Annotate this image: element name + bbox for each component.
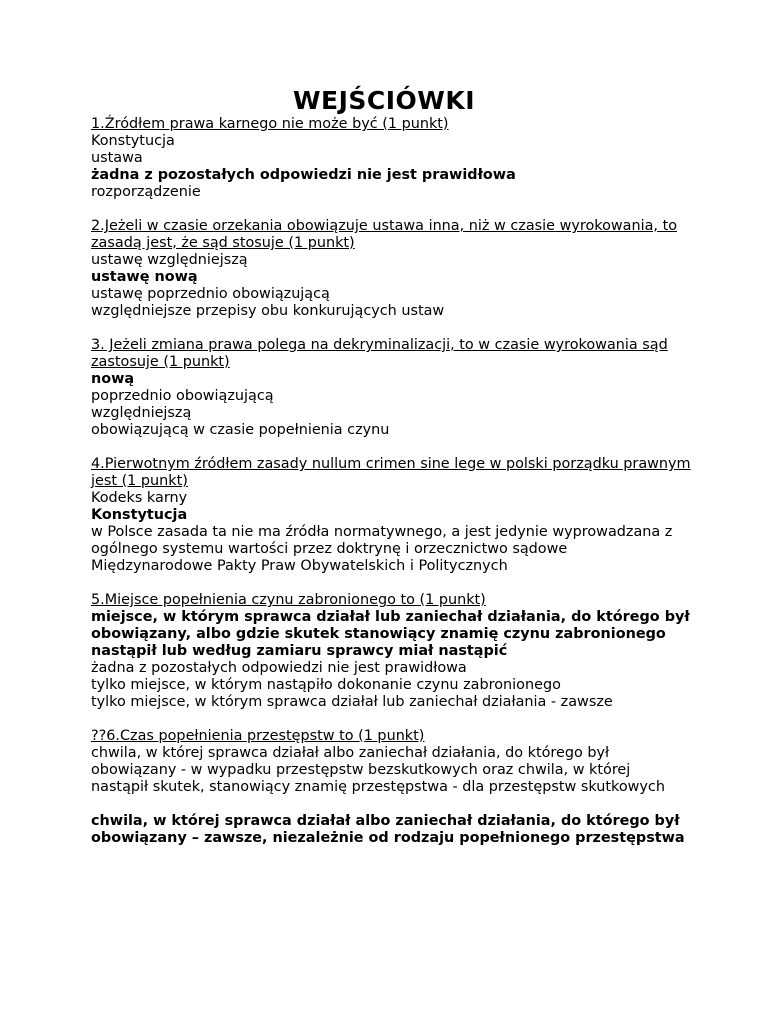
answer-option: tylko miejsce, w którym sprawca działał lub zaniechał działania - zawsze (91, 694, 613, 710)
answer-option: ustawa (91, 150, 143, 166)
answer-option-correct: żadna z pozostałych odpowiedzi nie jest prawidłowa (91, 167, 516, 183)
question-block (91, 116, 691, 201)
answer-option: Międzynarodowe Pakty Praw Obywatelskich i Politycznych (91, 558, 508, 574)
answer-option: chwila, w której sprawca działał albo zaniechał działania, do którego był obowiązany - w wypadku przestępstw bezskutkowych oraz chwila, w której nastąpił skutek, stanowiący znamię przestępstwa - dla przestępstw skutkowych (91, 745, 665, 795)
answer-option: poprzednio obowiązującą (91, 388, 274, 404)
document-title: WEJŚCIÓWKI (292, 86, 476, 115)
question-text: 3. Jeżeli zmiana prawa polega na dekryminalizacji, to w czasie wyrokowania sąd zastosuje (1 punkt) (91, 337, 668, 370)
answer-option: Kodeks karny (91, 490, 188, 506)
question-text: 2.Jeżeli w czasie orzekania obowiązuje ustawa inna, niż w czasie wyrokowania, to zasadą jest, że sąd stosuje (1 punkt) (91, 218, 678, 251)
answer-option: ustawę względniejszą (91, 252, 248, 268)
spacer (91, 711, 691, 728)
question-block (91, 728, 691, 847)
question-block (91, 337, 691, 439)
answer-option-correct: chwila, w której sprawca działał albo zaniechał działania, do którego był obowiązany – zawsze, niezależnie od rodzaju popełnionego przestępstwa (91, 813, 685, 846)
spacer (91, 320, 691, 337)
question-text: 4.Pierwotnym źródłem zasady nullum crimen sine lege w polski porządku prawnym jest (1 punkt) (91, 456, 691, 489)
question-block (91, 592, 691, 711)
answer-option: Konstytucja (91, 133, 175, 149)
answer-option: obowiązującą w czasie popełnienia czynu (91, 422, 390, 438)
answer-option: żadna z pozostałych odpowiedzi nie jest prawidłowa (91, 660, 467, 676)
answer-option-correct: Konstytucja (91, 507, 188, 523)
answer-option: ustawę poprzednio obowiązującą (91, 286, 330, 302)
question-text: ??6.Czas popełnienia przestępstw to (1 punkt) (91, 728, 425, 744)
question-block (91, 456, 691, 575)
spacer (91, 201, 691, 218)
answer-option-correct: ustawę nową (91, 269, 198, 285)
answer-option: względniejszą (91, 405, 192, 421)
answer-option: rozporządzenie (91, 184, 201, 200)
answer-option: w Polsce zasada ta nie ma źródła normatywnego, a jest jedynie wyprowadzana z ogólnego systemu wartości przez doktrynę i orzecznictwo sądowe (91, 524, 673, 557)
spacer (91, 439, 691, 456)
question-text: 1.Źródłem prawa karnego nie może być (1 punkt) (91, 116, 449, 132)
question-block (91, 218, 691, 320)
answer-option: tylko miejsce, w którym nastąpiło dokonanie czynu zabronionego (91, 677, 561, 693)
answer-option: względniejsze przepisy obu konkurujących ustaw (91, 303, 445, 319)
spacer (91, 575, 691, 592)
answer-option-correct: nową (91, 371, 135, 387)
spacer (91, 796, 691, 813)
quiz-content (91, 116, 691, 847)
answer-option-correct: miejsce, w którym sprawca działał lub zaniechał działania, do którego był obowiązany, albo gdzie skutek stanowiący znamię czynu zabronionego nastąpił lub według zamiaru sprawcy miał nastąpić (91, 609, 690, 659)
question-text: 5.Miejsce popełnienia czynu zabronionego to (1 punkt) (91, 592, 486, 608)
